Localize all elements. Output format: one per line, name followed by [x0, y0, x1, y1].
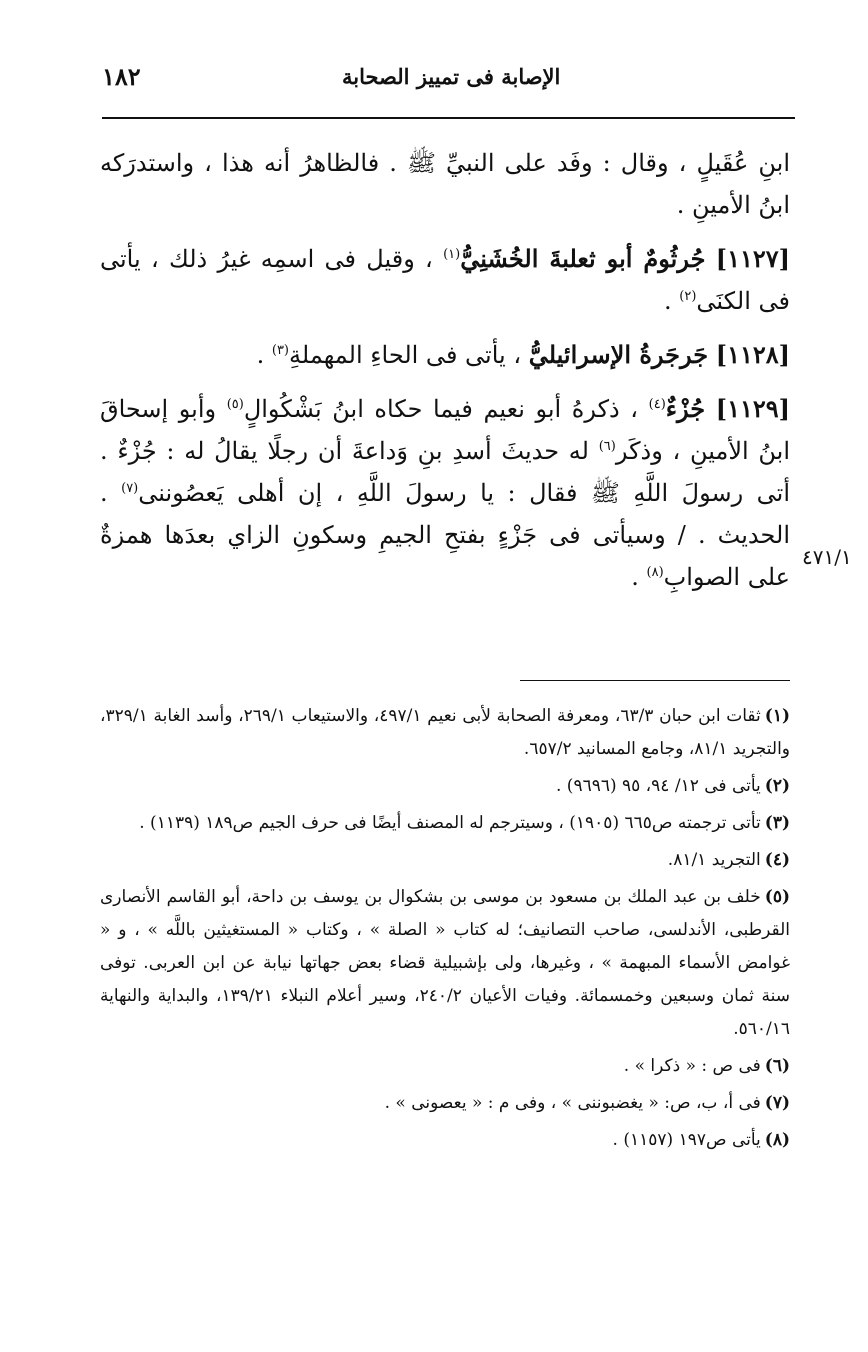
entry-end: .: [631, 563, 639, 591]
entry-name: جُزْءٌ: [665, 394, 706, 423]
entry-number: [١١٢٧]: [715, 244, 790, 273]
footnotes: [100, 700, 790, 1161]
footnote-8: [100, 1124, 790, 1157]
footnote-ref: (١): [443, 247, 461, 262]
footnote-divider: [520, 680, 790, 681]
footnote-4: [100, 844, 790, 877]
entry-name: جَرجَرةُ الإسرائيليُّ: [528, 340, 709, 369]
page-number: ١٨٢: [102, 62, 141, 91]
header-divider: [102, 117, 795, 119]
entry-text: ، وقيل فى اسمِه غيرُ ذلك ، يأتى فى الكنَى: [100, 245, 790, 315]
footnote-number: (٢): [764, 776, 790, 796]
running-title: الإصابة فى تمييز الصحابة: [342, 64, 561, 89]
footnote-ref: (٨): [646, 565, 664, 580]
page-header: [102, 62, 792, 116]
entry-number: [١١٢٩]: [715, 394, 790, 423]
footnote-number: (٣): [764, 813, 790, 833]
footnote-number: (٥): [764, 887, 790, 907]
footnote-2: [100, 770, 790, 803]
footnote-ref: (٤): [648, 397, 666, 412]
footnote-text: التجريد ٨١/١.: [667, 850, 761, 870]
footnote-ref: (٧): [121, 481, 139, 496]
footnote-number: (٨): [764, 1130, 790, 1150]
footnote-text: ثقات ابن حبان ٦٣/٣، ومعرفة الصحابة لأبى نعيم ٤٩٧/١، والاستيعاب ٢٦٩/١، وأسد الغابة ٣٢٩/١، والتجريد ٨١/١، وجامع المسانيد ٦٥٧/٢.: [100, 706, 790, 759]
footnote-number: (٦): [764, 1056, 790, 1076]
main-text: [100, 142, 790, 610]
footnote-ref: (٥): [226, 397, 244, 412]
paragraph-continuation: ابنِ عُقَيلٍ ، وقال : وفَد على النبيِّ ﷺ . فالظاهرُ أنه هذا ، واستدرَكه ابنُ الأمينِ .: [100, 149, 790, 219]
footnote-text: يأتى فى ١٢/ ٩٤، ٩٥ (٩٦٩٦) .: [555, 776, 761, 796]
footnote-text: فى أ، ب، ص: « يغضبوننى » ، وفى م : « يعصونى » .: [384, 1093, 761, 1113]
footnote-text: خلف بن عبد الملك بن مسعود بن موسى بن بشكوال بن يوسف بن داحة، أبو القاسم الأنصارى القرطبى، الأندلسى، صاحب التصانيف؛ له كتاب « الصلة » ، وكتاب « المستغيثين باللَّه » ، و « غوامض الأسماء المبهمة » ، وغيرها، ولى بإشبيلية قضاء بعض جهاتها نيابة عن ابن العربى. توفى سنة ثمان وسبعين وخمسمائة. وفيات الأعيان ٢٤٠/٢، وسير أعلام النبلاء ١٣٩/٢١، والبداية والنهاية ٥٦٠/١٦.: [100, 887, 791, 1039]
margin-reference: ٤٧١/١: [802, 545, 852, 569]
footnote-number: (٤): [764, 850, 790, 870]
entry-1127: [100, 238, 790, 322]
footnote-ref: (٢): [679, 289, 697, 304]
footnote-5: [100, 881, 790, 1046]
footnote-3: [100, 807, 790, 840]
footnote-1: [100, 700, 790, 766]
footnote-ref: (٣): [271, 343, 289, 358]
entry-text: ، ذكرهُ أبو نعيم فيما حكاه ابنُ بَشْكُوالٍ: [243, 395, 639, 423]
entry-1128: [100, 334, 790, 376]
entry-text: ، يأتى فى الحاءِ المهملةِ: [289, 341, 522, 369]
footnote-6: [100, 1050, 790, 1083]
entry-text: وأبو إسحاقَ ابنُ الأمينِ ، وذكَر: [100, 395, 790, 465]
entry-number: [١١٢٨]: [715, 340, 790, 369]
entry-text: . الحديث . / وسيأتى فى جَزْءٍ بفتحِ الجيمِ وسكونِ الزاي بعدَها همزةٌ على الصوابِ: [100, 479, 790, 591]
footnote-text: يأتى ص١٩٧ (١١٥٧) .: [612, 1130, 761, 1150]
entry-1129: [100, 388, 790, 598]
footnote-text: تأتى ترجمته ص٦٦٥ (١٩٠٥) ، وسيترجم له المصنف أيضًا فى حرف الجيم ص١٨٩ (١١٣٩) .: [139, 813, 761, 833]
footnote-text: فى ص : « ذكرا » .: [623, 1056, 761, 1076]
footnote-7: [100, 1087, 790, 1120]
entry-text: له حديثَ أسدِ بنِ وَداعةَ أن رجلًا يقالُ له : جُزْءٌ . أتى رسولَ اللَّهِ ﷺ فقال : يا رسولَ اللَّهِ ، إن أهلى يَعصُوننى: [100, 437, 790, 507]
footnote-number: (١): [764, 706, 790, 726]
entry-end: .: [256, 341, 265, 369]
entry-name: جُرثُومٌ أبو ثعلبةَ الخُشَنِيُّ: [460, 244, 706, 273]
footnote-number: (٧): [764, 1093, 790, 1113]
footnote-ref: (٦): [598, 439, 616, 454]
entry-end: .: [663, 287, 672, 315]
